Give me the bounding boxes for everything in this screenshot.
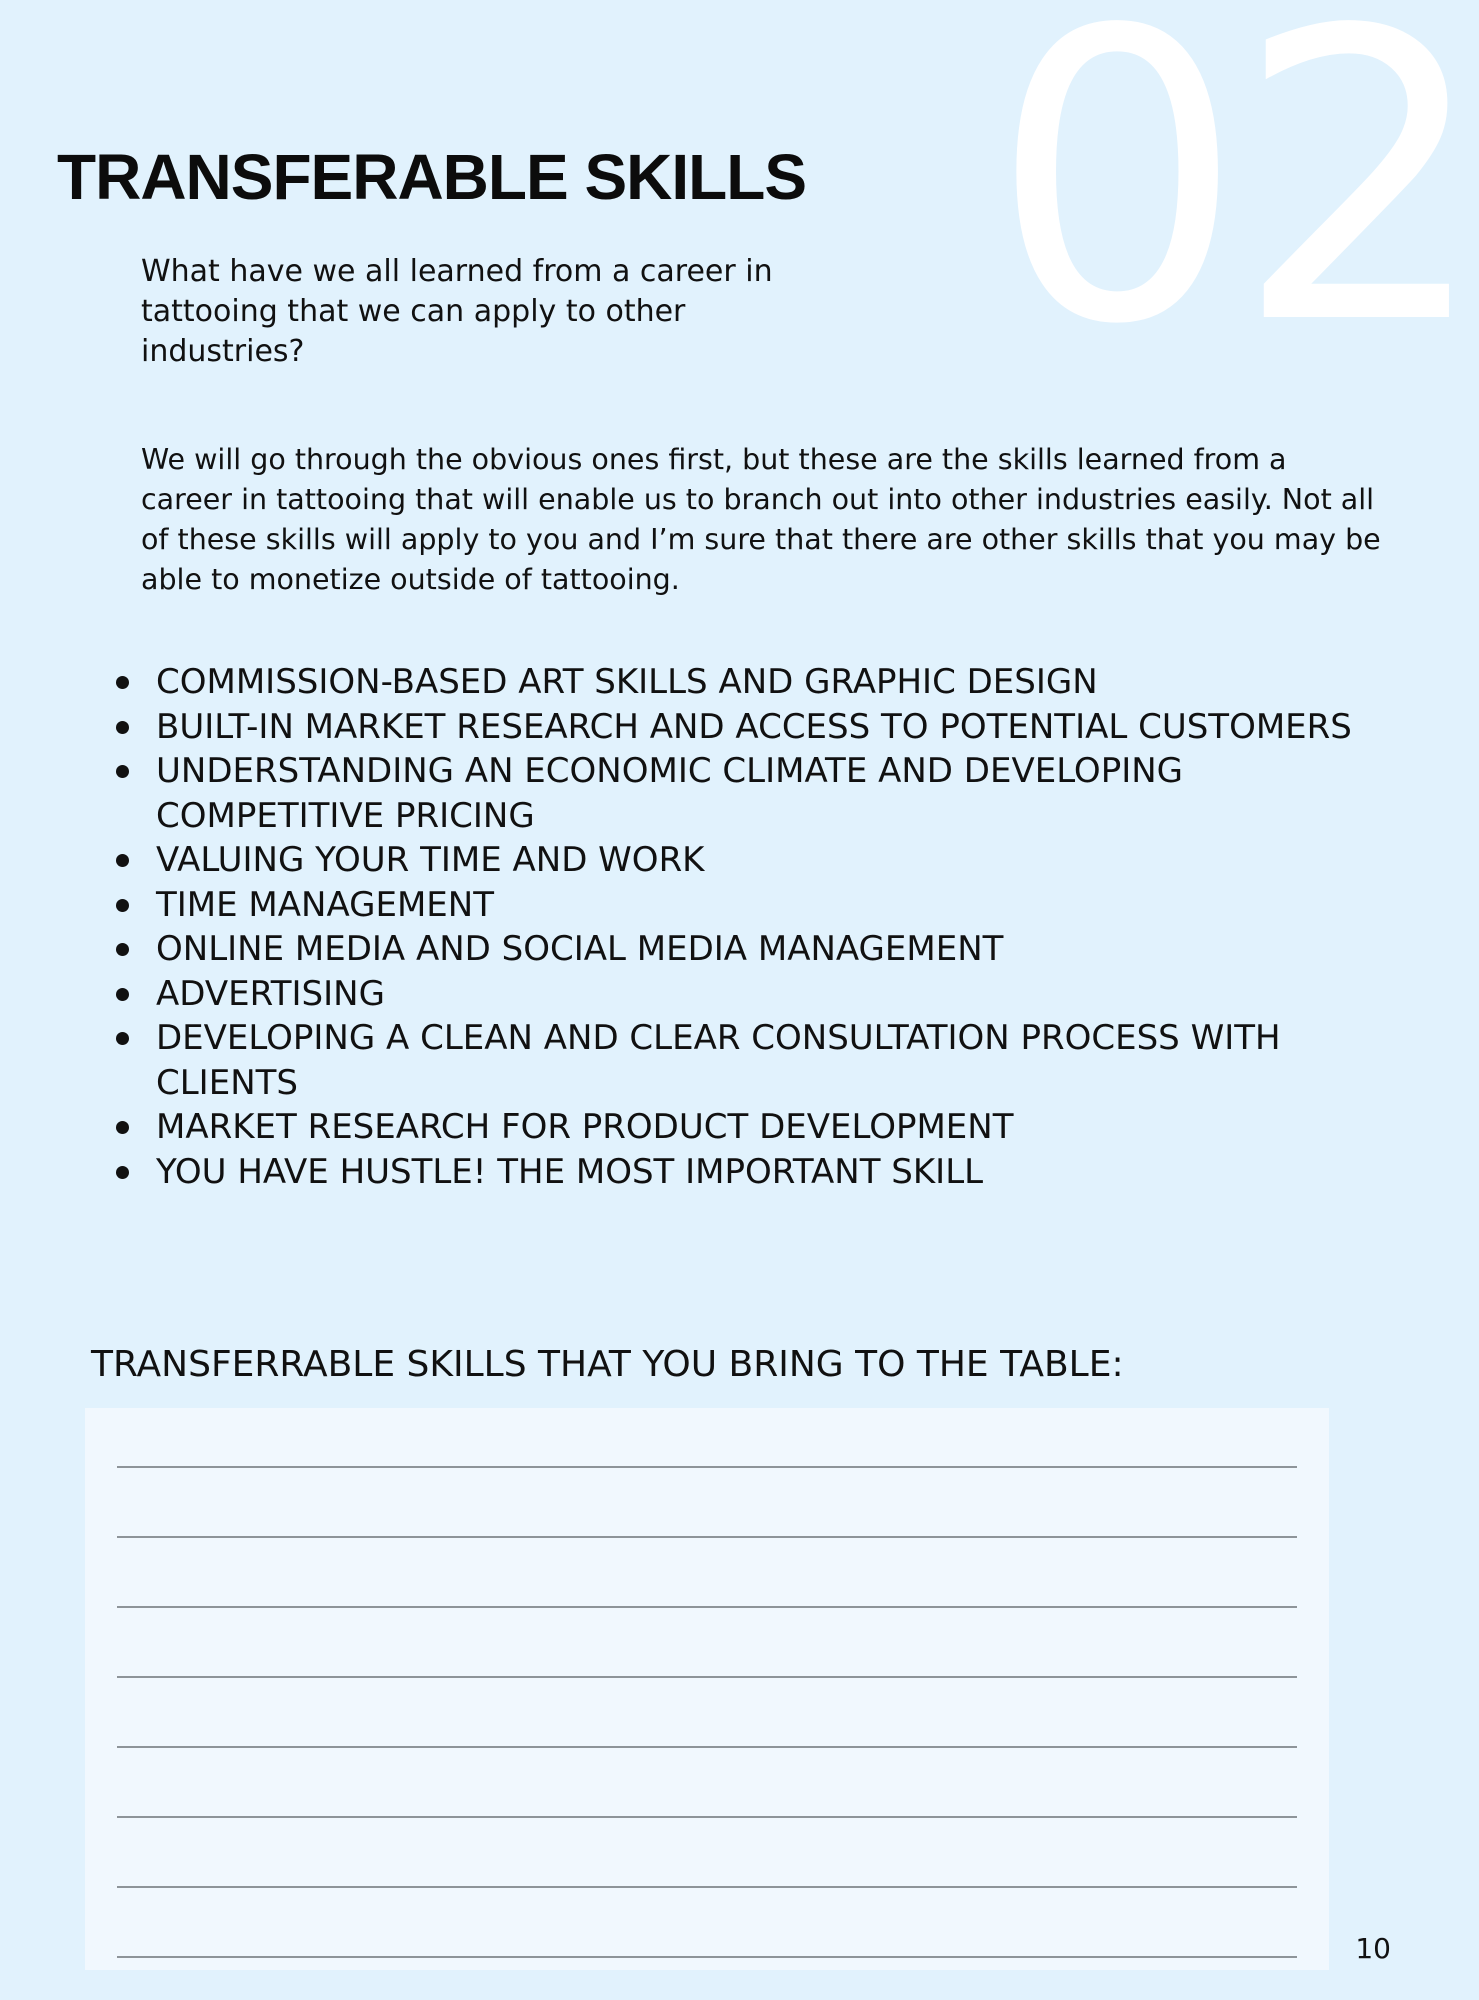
skill-text: COMMISSION-BASED ART SKILLS AND GRAPHIC DESIGN — [156, 662, 1098, 702]
skill-item — [106, 838, 1366, 883]
skill-text: VALUING YOUR TIME AND WORK — [156, 840, 705, 880]
skill-item — [106, 1016, 1366, 1105]
section-number: 02 — [990, 0, 1479, 412]
write-line[interactable] — [117, 1956, 1297, 1958]
skill-item — [106, 972, 1366, 1017]
write-line[interactable] — [117, 1676, 1297, 1678]
skill-text: ADVERTISING — [156, 973, 385, 1014]
skill-item — [106, 660, 1366, 705]
skill-text: UNDERSTANDING AN ECONOMIC CLIMATE AND DEVELOPING COMPETITIVE PRICING — [156, 751, 1184, 836]
bullet-icon — [116, 1121, 129, 1134]
bullet-icon — [116, 988, 129, 1001]
skill-item — [106, 927, 1366, 972]
write-line[interactable] — [117, 1816, 1297, 1818]
skill-item — [106, 749, 1366, 838]
page-title: TRANSFERABLE SKILLS — [57, 141, 806, 213]
bullet-icon — [116, 765, 129, 778]
answer-box[interactable] — [85, 1408, 1329, 1970]
write-line[interactable] — [117, 1536, 1297, 1538]
skill-text: BUILT-IN MARKET RESEARCH AND ACCESS TO POTENTIAL CUSTOMERS — [156, 706, 1352, 747]
bullet-icon — [116, 943, 129, 956]
bullet-icon — [116, 1166, 129, 1179]
bullet-icon — [116, 899, 129, 912]
write-line[interactable] — [117, 1886, 1297, 1888]
write-line[interactable] — [117, 1746, 1297, 1748]
bullet-icon — [116, 721, 129, 734]
skill-item — [106, 1150, 1366, 1195]
skills-list — [106, 660, 1366, 1194]
write-line[interactable] — [117, 1606, 1297, 1608]
intro-paragraph: We will go through the obvious ones first, but these are the skills learned from a career in tattooing that will enable us to branch out into other industries easily. Not all of these skills will apply to you and I’m sure that there are other skills that you may be able to monetize outside of tattooing. — [141, 443, 1381, 596]
write-line[interactable] — [117, 1466, 1297, 1468]
bullet-icon — [116, 854, 129, 867]
skill-item — [106, 1105, 1366, 1150]
bullet-icon — [116, 676, 129, 689]
intro-question: What have we all learned from a career in tattooing that we can apply to other industries? — [141, 254, 773, 369]
skill-text: YOU HAVE HUSTLE! THE MOST IMPORTANT SKILL — [156, 1151, 984, 1192]
skill-text: MARKET RESEARCH FOR PRODUCT DEVELOPMENT — [156, 1107, 1014, 1147]
skill-text: TIME MANAGEMENT — [156, 884, 494, 925]
skill-text: DEVELOPING A CLEAN AND CLEAR CONSULTATION PROCESS WITH CLIENTS — [156, 1018, 1281, 1103]
page-number: 10 — [1355, 1932, 1391, 1965]
bullet-icon — [116, 1032, 129, 1045]
skill-item — [106, 705, 1366, 750]
answer-heading: TRANSFERRABLE SKILLS THAT YOU BRING TO THE TABLE: — [91, 1344, 1124, 1385]
skill-text: ONLINE MEDIA AND SOCIAL MEDIA MANAGEMENT — [156, 929, 1004, 969]
skill-item — [106, 883, 1366, 928]
